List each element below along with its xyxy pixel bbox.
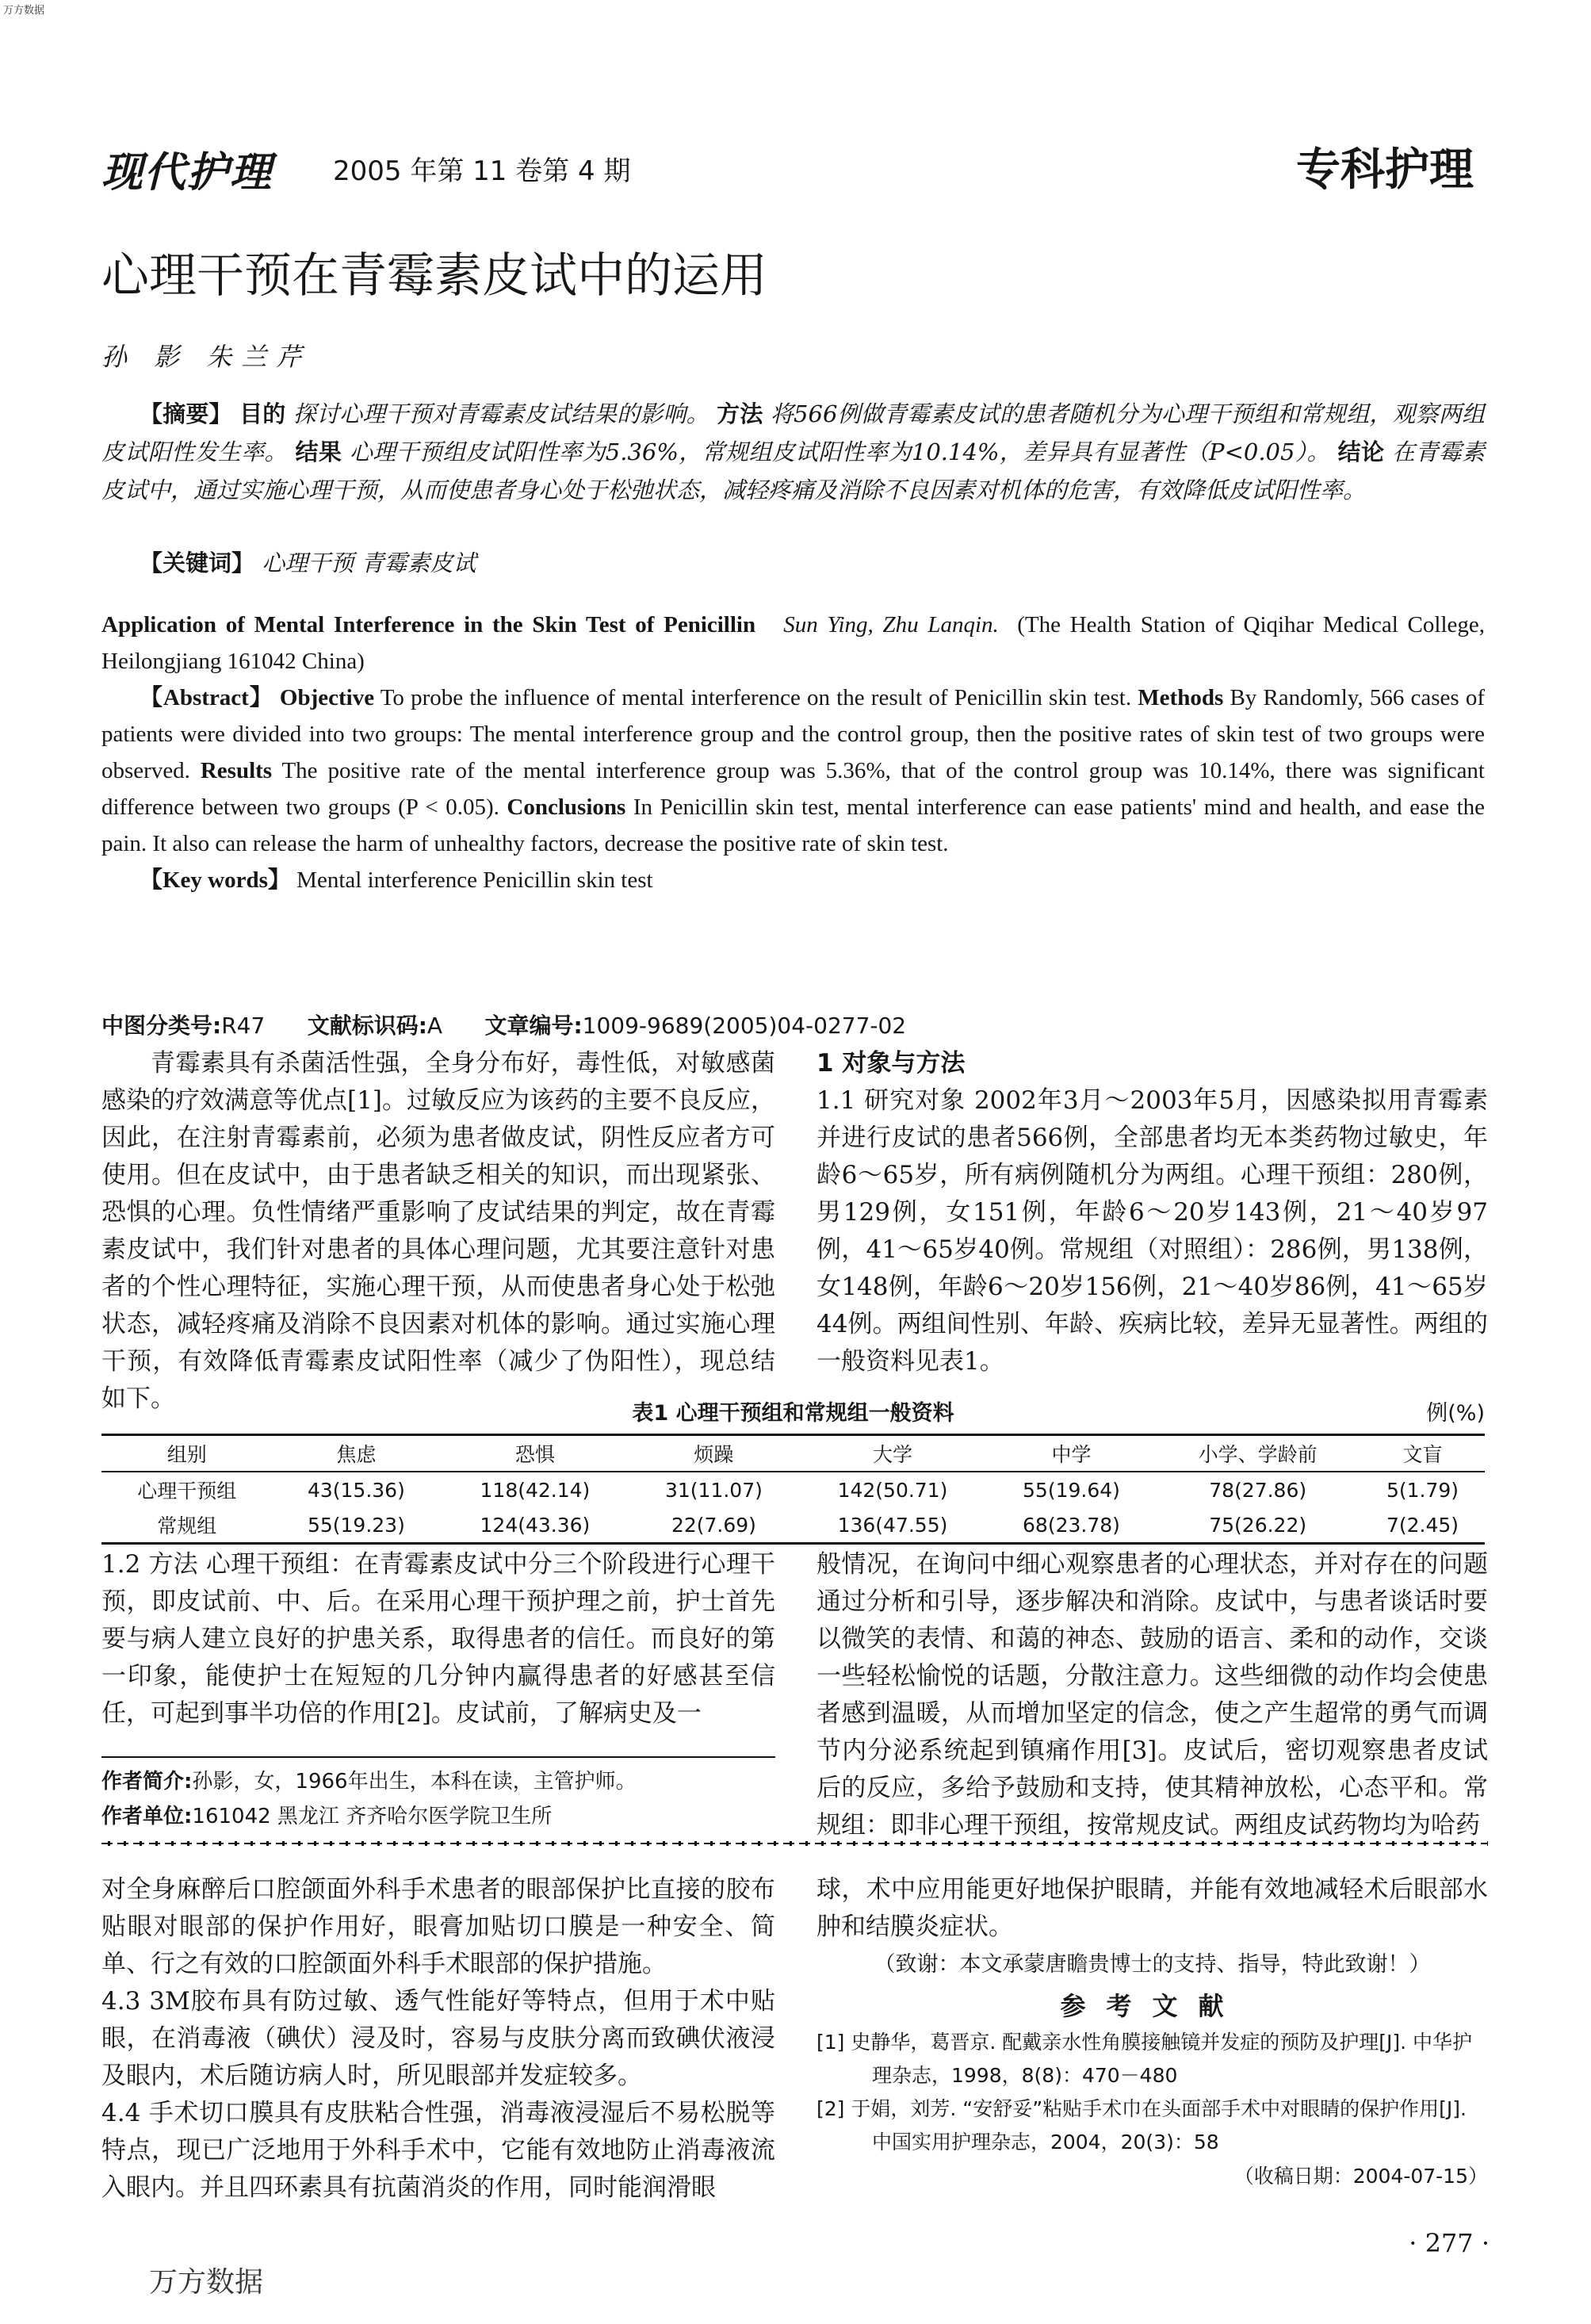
cn-methods: 将566例做青霉素皮试的患者随机分为心理干预组和常规组，观察两组皮试阳性发生率。 xyxy=(101,400,1486,465)
table-unit: 例(%) xyxy=(1426,1401,1485,1426)
cn-objective: 探讨心理干预对青霉素皮试结果的影响。 xyxy=(293,400,709,427)
prev-article-left xyxy=(101,1871,775,2207)
table-cell: 43(15.36) xyxy=(307,1478,405,1502)
table-caption: 表1 心理干预组和常规组一般资料 xyxy=(632,1401,954,1426)
acknowledgement: （致谢：本文承蒙唐瞻贵博士的支持、指导，特此致谢！） xyxy=(874,1952,1431,1977)
cn-results: 心理干预组皮试阳性率为5.36%，常规组皮试阳性率为10.14%，差异具有显著性（P<0.05）。 xyxy=(349,438,1331,465)
cn-results-label: 结果 xyxy=(295,438,342,465)
classification-line xyxy=(101,1009,906,1040)
section-1-1: 1.1 研究对象 2002年3月～2003年5月，因感染拟用青霉素并进行皮试的患者566例，全部患者均无本类药物过敏史，年龄6～65岁，所有病例随机分为两组。心理干预组：280例，男129例，女151例，年龄6～20岁143例，21～40岁97例，41～65岁40例。常规组（对照组）：286例，男138例，女148例，年龄6～20岁156例，21～40岁86例，41～65岁44例。两组间性别、年龄、疾病比较，差异无显著性。两组的一般资料见表1。 xyxy=(817,1086,1488,1376)
table-header: 小学、学龄前 xyxy=(1198,1443,1318,1466)
en-objective: To probe the influence of mental interference on the result of Penicillin skin test. xyxy=(380,685,1132,710)
en-title-line xyxy=(101,607,1485,680)
en-title: Application of Mental Interference in the Skin Test of Penicillin xyxy=(101,612,756,637)
article-no: 1009-9689(2005)04-0277-02 xyxy=(582,1013,907,1039)
table-header-row xyxy=(101,1435,1485,1472)
table-cell: 68(23.78) xyxy=(1023,1513,1120,1537)
cn-conclusion: 在青霉素皮试中，通过实施心理干预，从而使患者身心处于松弛状态，减轻疼痛及消除不良因素对机体的危害，有效降低皮试阳性率。 xyxy=(101,438,1486,503)
table-header: 恐惧 xyxy=(514,1443,555,1466)
table-cell: 55(19.64) xyxy=(1023,1478,1120,1502)
section-1-2-right: 般情况，在询问中细心观察患者的心理状态，并对存在的问题通过分析和引导，逐步解决和消除。皮试中，与患者谈话时要以微笑的表情、和蔼的神态、鼓励的语言、柔和的动作，交谈一些轻松愉悦的话题，分散注意力。这些细微的动作均会使患者感到温暖，从而增加坚定的信念，使之产生超常的勇气而调节内分泌系统起到镇痛作用[3]。皮试后，密切观察患者皮试后的反应，多给予鼓励和支持，使其精神放松，心态平和。常规组：即非心理干预组，按常规皮试。两组皮试药物均为哈药 xyxy=(817,1550,1488,1840)
author-unit-label: 作者单位: xyxy=(101,1805,193,1828)
received-date: （收稿日期：2004-07-15） xyxy=(1233,2165,1488,2188)
cn-objective-label: 目的 xyxy=(239,400,286,427)
en-keywords xyxy=(101,862,1485,898)
en-conclusions-label: Conclusions xyxy=(507,794,626,820)
table-cell: 31(11.07) xyxy=(664,1478,763,1502)
en-methods-label: Methods xyxy=(1138,685,1224,710)
reference-item: [2] 于娟，刘芳. “安舒妥”粘贴手术巾在头面部手术中对眼睛的保护作用[J]. 中国实用护理杂志，2004，20(3)：58 xyxy=(817,2097,1467,2154)
table-row xyxy=(101,1472,1485,1507)
author-bio-label: 作者简介: xyxy=(101,1770,193,1794)
author-unit xyxy=(101,1799,775,1834)
cn-conclusion-label: 结论 xyxy=(1337,438,1385,465)
cn-abstract-label: 【摘要】 xyxy=(140,400,232,427)
en-results: The positive rate of the mental interference group was 5.36%, that of the control group was 10.14%, there was significant difference between two groups (P < 0.05). xyxy=(101,758,1485,820)
cn-keywords-label: 【关键词】 xyxy=(140,549,255,576)
section-1-2-left: 1.2 方法 心理干预组：在青霉素皮试中分三个阶段进行心理干预，即皮试前、中、后。在采用心理干预护理之前，护士首先要与病人建立良好的护患关系，取得患者的信任。而良好的第一印象，能使护士在短短的几分钟内赢得患者的好感甚至信任，可起到事半功倍的作用[2]。皮试前，了解病史及一 xyxy=(101,1550,775,1728)
author-note xyxy=(101,1756,775,1834)
table-row xyxy=(101,1507,1485,1544)
en-abstract-block xyxy=(101,607,1485,898)
table-header: 烦躁 xyxy=(694,1443,734,1466)
table-cell: 55(19.23) xyxy=(307,1513,405,1537)
author-bio-text: 孙影，女，1966年出生，本科在读，主管护师。 xyxy=(192,1770,637,1794)
corner-label: 万方数据 xyxy=(3,5,45,17)
en-abstract-label: 【Abstract】 xyxy=(140,685,273,710)
article-title: 心理干预在青霉素皮试中的运用 xyxy=(101,248,767,304)
article-no-label: 文章编号: xyxy=(484,1013,583,1039)
en-objective-label: Objective xyxy=(279,685,375,710)
en-keywords-label: 【Key words】 xyxy=(140,867,291,893)
table-cell: 78(27.86) xyxy=(1209,1478,1307,1502)
author-unit-text: 161042 黑龙江 齐齐哈尔医学院卫生所 xyxy=(192,1805,553,1828)
page-number: · 277 · xyxy=(1409,2228,1490,2258)
table-header: 组别 xyxy=(166,1443,207,1466)
clc-label: 中图分类号: xyxy=(101,1013,222,1039)
prev-paragraph: 对全身麻醉后口腔颌面外科手术患者的眼部保护比直接的胶布贴眼对眼部的保护作用好，眼膏加贴切口膜是一种安全、简单、行之有效的口腔颌面外科手术眼部的保护措施。 xyxy=(101,1875,775,1978)
en-methods: By Randomly, 566 cases of patients were divided into two groups: The mental interference group and the control group, then the positive rates of skin test of two groups were observed. xyxy=(101,685,1486,783)
prev-paragraph: 4.3 3M胶布具有防过敏、透气性能好等特点，但用于术中贴眼，在消毒液（碘伏）浸及时，容易与皮肤分离而致碘伏液浸及眼内，术后随访病人时，所见眼部并发症较多。 xyxy=(101,1987,775,2090)
table-1 xyxy=(101,1434,1485,1545)
table-cell: 124(43.36) xyxy=(480,1513,591,1537)
table-cell: 118(42.14) xyxy=(480,1478,591,1502)
doc-code: A xyxy=(426,1013,443,1039)
section-1-heading: 1 对象与方法 xyxy=(817,1049,966,1078)
table-cell: 心理干预组 xyxy=(137,1480,237,1503)
en-conclusions: In Penicillin skin test, mental interference can ease patients' mind and health, and ease the pain. It also can release the harm of unhealthy factors, decrease the positive rate of skin test. xyxy=(101,794,1486,856)
table-cell: 7(2.45) xyxy=(1386,1513,1459,1537)
journal-name: 现代护理 xyxy=(101,149,273,197)
table-cell: 142(50.71) xyxy=(837,1478,948,1502)
en-abstract xyxy=(101,680,1485,862)
table-cell: 22(7.69) xyxy=(671,1513,756,1537)
table-header: 中学 xyxy=(1051,1443,1092,1466)
reference-item: [1] 史静华，葛晋京. 配戴亲水性角膜接触镜并发症的预防及护理[J]. 中华护理杂志，1998，8(8)：470－480 xyxy=(817,2031,1473,2087)
en-affiliation: (The Health Station of Qiqihar Medical College, Heilongjiang 161042 China) xyxy=(101,612,1485,674)
cn-keywords xyxy=(140,546,476,578)
issue-info: 2005 年第 11 卷第 4 期 xyxy=(333,155,631,187)
table-header: 大学 xyxy=(872,1443,912,1466)
intro-paragraph: 青霉素具有杀菌活性强，全身分布好，毒性低，对敏感菌感染的疗效满意等优点[1]。过敏反应为该药的主要不良反应，因此，在注射青霉素前，必须为患者做皮试，阴性反应者方可使用。但在皮试中，由于患者缺乏相关的知识，而出现紧张、恐惧的心理。负性情绪严重影响了皮试结果的判定，故在青霉素皮试中，我们针对患者的具体心理问题，尤其要注意针对患者的个性心理特征，实施心理干预，从而使患者身心处于松弛状态，减轻疼痛及消除不良因素对机体的影响。通过实施心理干预，有效降低青霉素皮试阳性率（减少了伪阳性），现总结如下。 xyxy=(101,1049,775,1413)
doc-code-label: 文献标识码: xyxy=(307,1013,427,1039)
table-header: 焦虑 xyxy=(336,1443,377,1466)
authors: 孙 影 朱兰芹 xyxy=(101,342,312,372)
section-label: 专科护理 xyxy=(1296,144,1474,196)
table-cell: 136(47.55) xyxy=(837,1513,948,1537)
prev-paragraph: 球，术中应用能更好地保护眼睛，并能有效地减轻术后眼部水肿和结膜炎症状。 xyxy=(817,1875,1488,1941)
section-1 xyxy=(817,1045,1488,1380)
article-divider xyxy=(101,1840,1488,1847)
wanfang-watermark: 万方数据 xyxy=(149,2266,264,2299)
en-keywords-text: Mental interference Penicillin skin test xyxy=(296,867,653,893)
table-cell: 常规组 xyxy=(157,1514,217,1537)
prev-paragraph: 4.4 手术切口膜具有皮肤粘合性强，消毒液浸湿后不易松脱等特点，现已广泛地用于外科手术中，它能有效地防止消毒液流入眼内。并且四环素具有抗菌消炎的作用，同时能润滑眼 xyxy=(101,2099,775,2202)
clc-code: R47 xyxy=(221,1013,266,1039)
en-authors: Sun Ying, Zhu Lanqin. xyxy=(783,612,999,637)
references-heading: 参考文献 xyxy=(1060,1991,1245,2021)
cn-abstract xyxy=(101,395,1485,509)
references xyxy=(817,2026,1488,2159)
table-cell: 5(1.79) xyxy=(1386,1478,1459,1502)
table-cell: 75(26.22) xyxy=(1209,1513,1307,1537)
cn-methods-label: 方法 xyxy=(717,400,763,427)
table-header: 文盲 xyxy=(1402,1443,1443,1466)
en-results-label: Results xyxy=(200,758,273,783)
author-bio xyxy=(101,1764,775,1799)
cn-keywords-text: 心理干预 青霉素皮试 xyxy=(262,549,476,576)
